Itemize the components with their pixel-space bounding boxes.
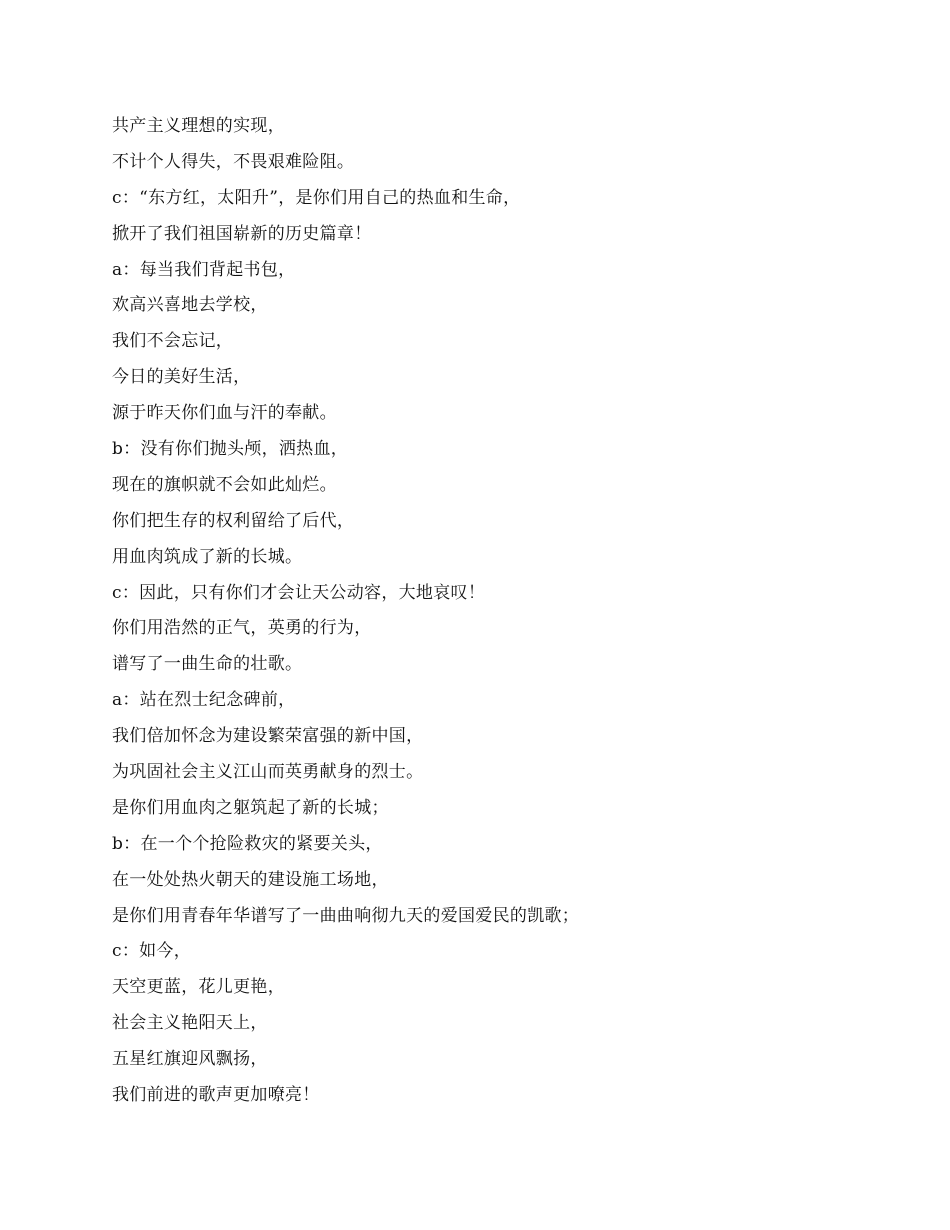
text-line: 为巩固社会主义江山而英勇献身的烈士。 [112,762,424,783]
text-line: 用血肉筑成了新的长城。 [112,546,303,567]
text-line: c：因此，只有你们才会让天公动容，大地哀叹！ [112,582,486,603]
text-line: 我们不会忘记， [112,331,234,352]
text-line: 我们倍加怀念为建设繁荣富强的新中国， [112,726,424,747]
poem-text [112,109,872,1114]
text-line: 社会主义艳阳天上， [112,1013,268,1034]
text-line: c：如今， [112,941,192,962]
text-line: a：站在烈士纪念碑前， [112,690,296,711]
text-line: 你们用浩然的正气，英勇的行为， [112,618,372,639]
text-line: 天空更蓝，花儿更艳， [112,977,285,998]
text-line: 谱写了一曲生命的壮歌。 [112,654,303,675]
text-line: 是你们用青春年华谱写了一曲曲响彻九天的爱国爱民的凯歌； [112,905,580,926]
text-line: 你们把生存的权利留给了后代， [112,510,355,531]
text-line: 是你们用血肉之躯筑起了新的长城； [112,797,389,818]
text-line: 掀开了我们祖国崭新的历史篇章！ [112,223,372,244]
text-line: 不计个人得失，不畏艰难险阻。 [112,151,355,172]
text-line: 源于昨天你们血与汗的奉献。 [112,403,337,424]
text-line: 五星红旗迎风飘扬， [112,1049,268,1070]
text-line: b：没有你们抛头颅，洒热血， [112,439,349,460]
text-line: 共产主义理想的实现， [112,116,285,136]
text-line: 欢高兴喜地去学校， [112,295,268,316]
text-line: c：“东方红，太阳升”，是你们用自己的热血和生命， [112,187,521,208]
text-line: 现在的旗帜就不会如此灿烂。 [112,474,337,495]
text-line: b：在一个个抢险救灾的紧要关头， [112,833,383,854]
text-line: 今日的美好生活， [112,367,251,388]
text-line: 在一处处热火朝天的建设施工场地， [112,869,389,890]
text-line: a：每当我们背起书包， [112,259,296,280]
text-line: 我们前进的歌声更加嘹亮！ [112,1085,320,1106]
